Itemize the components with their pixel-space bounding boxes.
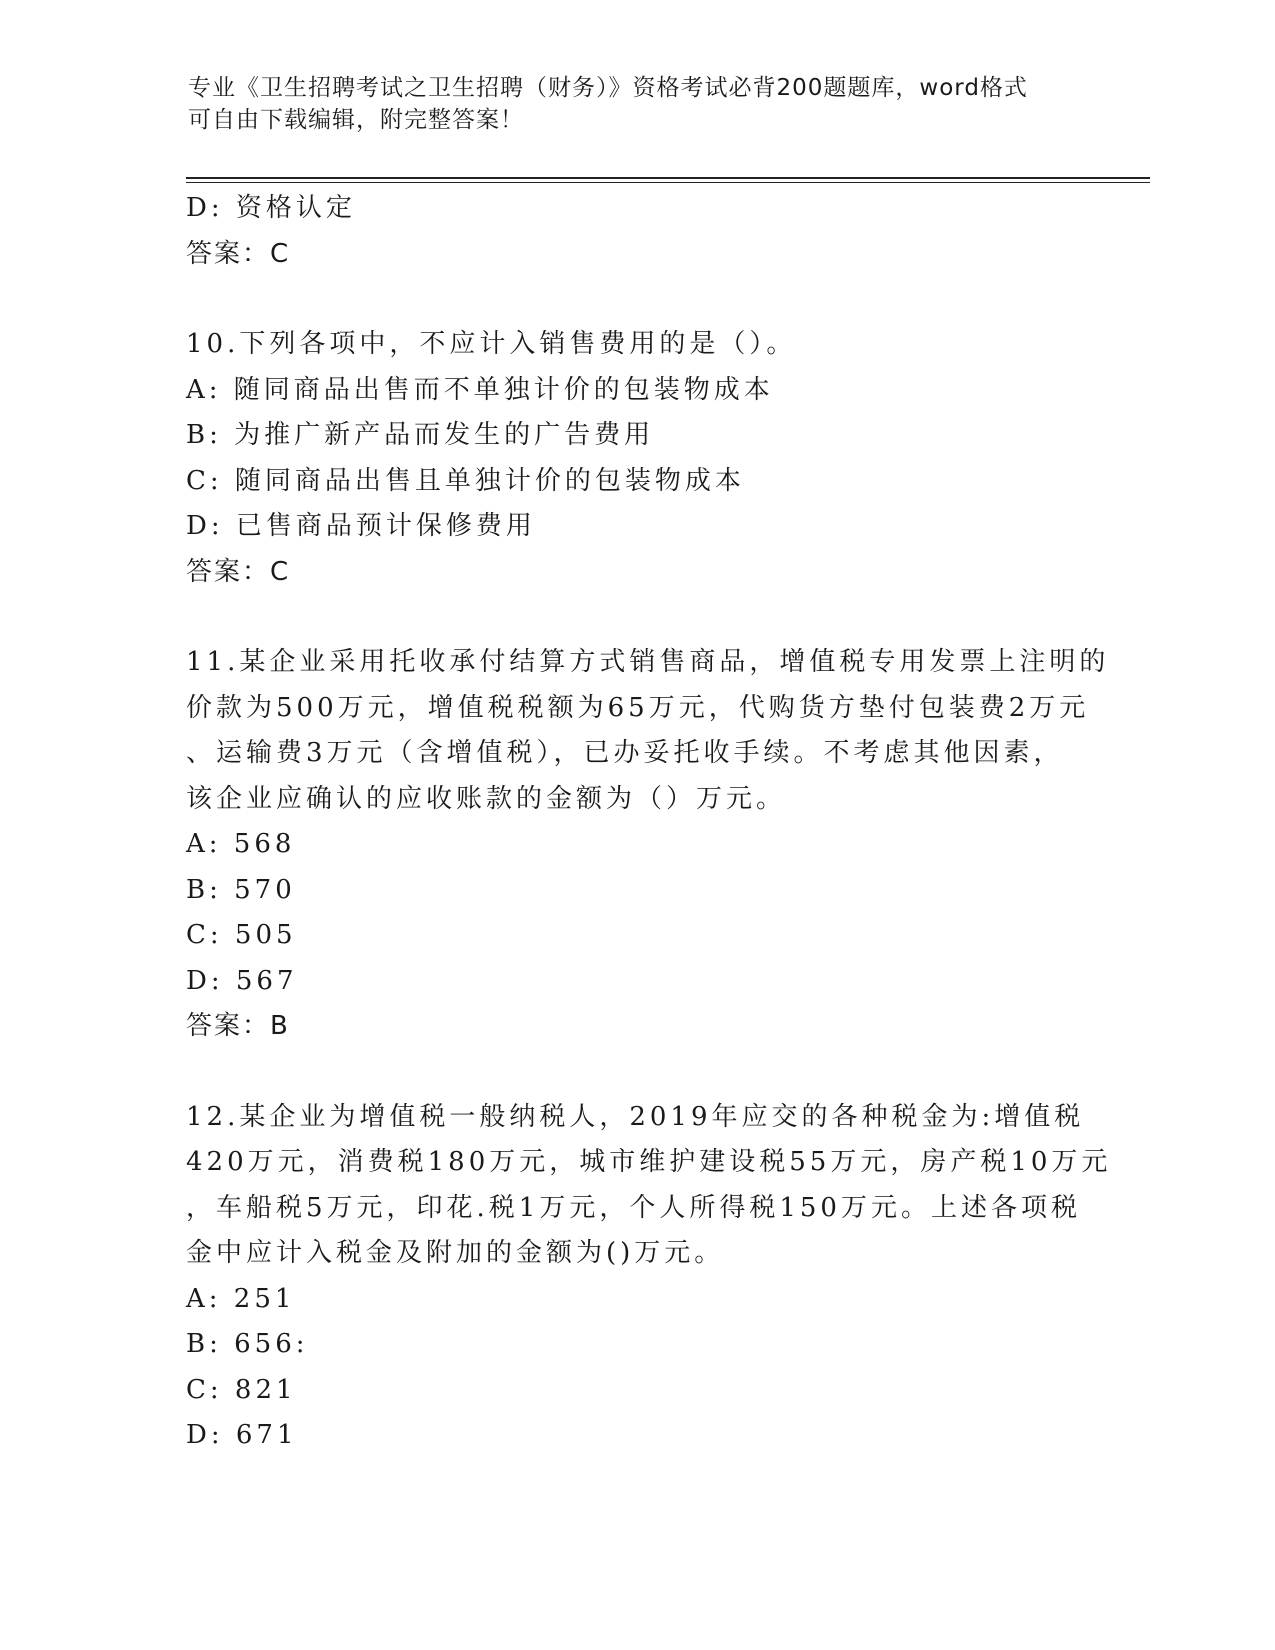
- question-11: [186, 640, 1146, 1050]
- question-10: [186, 322, 1146, 595]
- answer-line: 答案：C: [186, 238, 291, 269]
- option-d: D: 567: [186, 965, 298, 996]
- previous-question-tail: [186, 186, 1146, 277]
- question-stem-line-3: 、运输费3万元（含增值税），已办妥托收手续。不考虑其他因素，: [186, 738, 1064, 768]
- option-a: A: 随同商品出售而不单独计价的包装物成本: [186, 374, 774, 405]
- option-b: B: 为推广新产品而发生的广告费用: [186, 420, 655, 450]
- question-stem-line-2: 420万元，消费税180万元，城市维护建设税55万元，房产税10万元: [186, 1147, 1112, 1177]
- header-divider-thin: [186, 182, 1150, 183]
- option-a: A: 568: [186, 829, 296, 859]
- spacer: [186, 1050, 1146, 1095]
- question-stem-line-4: 金中应计入税金及附加的金额为()万元。: [186, 1238, 725, 1268]
- header-line-2: 可自由下载编辑，附完整答案！: [188, 107, 524, 133]
- header-line-1: 专业《卫生招聘考试之卫生招聘（财务）》资格考试必背200题题库，word格式: [188, 75, 1028, 101]
- option-c: C: 505: [186, 920, 297, 950]
- question-stem-line-3: ，车船税5万元，印花.税1万元，个人所得税150万元。上述各项税: [186, 1192, 1081, 1223]
- spacer: [186, 277, 1146, 322]
- question-stem-line-4: 该企业应确认的应收账款的金额为（）万元。: [186, 783, 787, 814]
- question-stem-line-1: 11.某企业采用托收承付结算方式销售商品，增值税专用发票上注明的: [186, 647, 1110, 677]
- document-header: [188, 72, 1088, 136]
- answer-line: 答案：C: [186, 556, 291, 587]
- header-divider-thick: [186, 177, 1150, 179]
- question-list: [186, 186, 1146, 1459]
- option-c: C: 随同商品出售且单独计价的包装物成本: [186, 465, 745, 496]
- option-d: D: 资格认定: [186, 193, 356, 223]
- option-d: D: 671: [186, 1420, 298, 1450]
- option-c: C: 821: [186, 1374, 297, 1405]
- answer-line: 答案：B: [186, 1011, 290, 1041]
- option-b: B: 570: [186, 874, 296, 905]
- option-b: B: 656:: [186, 1329, 309, 1359]
- question-12: [186, 1095, 1146, 1459]
- question-stem-line-2: 价款为500万元，增值税税额为65万元，代购货方垫付包装费2万元: [186, 692, 1090, 723]
- spacer: [186, 595, 1146, 640]
- question-stem-line-1: 12.某企业为增值税一般纳税人，2019年应交的各种税金为:增值税: [186, 1101, 1085, 1132]
- option-d: D: 已售商品预计保修费用: [186, 511, 536, 541]
- option-a: A: 251: [186, 1283, 296, 1314]
- question-stem: 10.下列各项中，不应计入销售费用的是（）。: [186, 329, 797, 359]
